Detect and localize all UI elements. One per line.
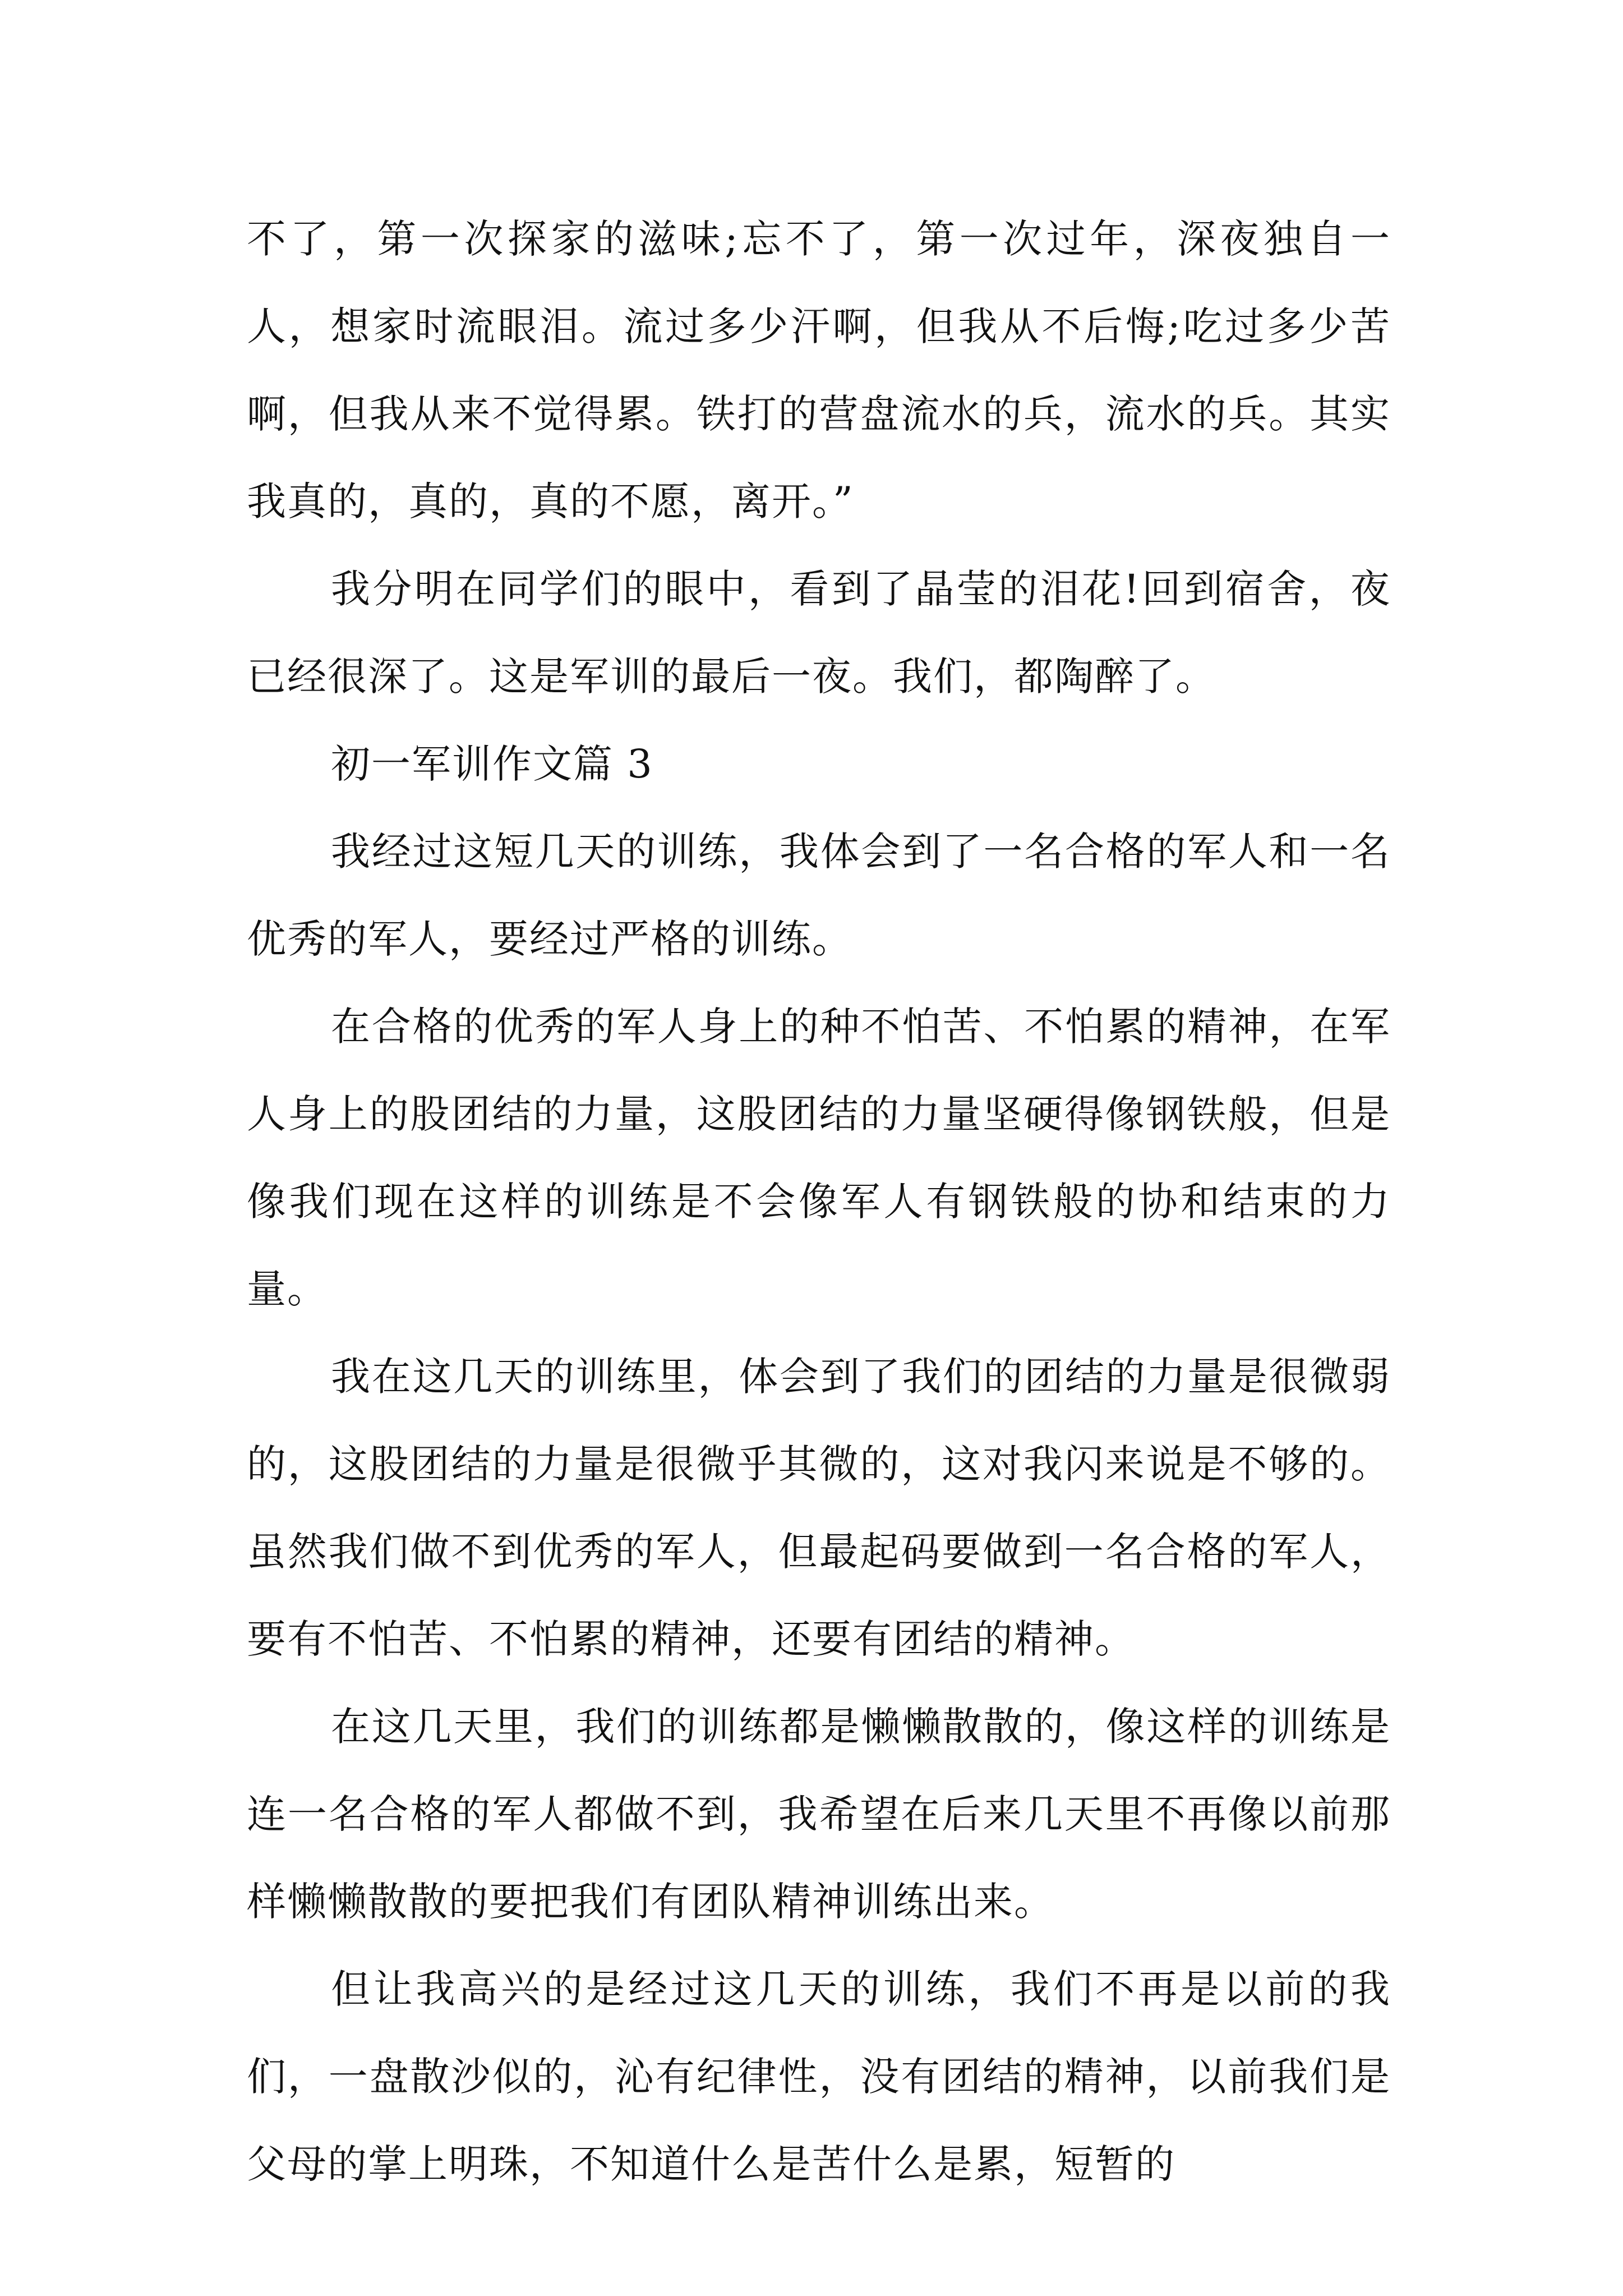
paragraph: 我分明在同学们的眼中，看到了晶莹的泪花!回到宿舍，夜已经很深了。这是军训的最后一夜。我们，都陶醉了。	[247, 566, 1391, 700]
paragraph: 在这几天里，我们的训练都是懒懒散散的，像这样的训练是连一名合格的军人都做不到，我希望在后来几天里不再像以前那样懒懒散散的要把我们有团队精神训练出来。	[247, 1704, 1391, 1925]
section-heading: 初一军训作文篇 3	[331, 741, 653, 787]
document-body	[247, 195, 1391, 2208]
paragraph-continuation: 不了，第一次探家的滋味;忘不了，第一次过年，深夜独自一人，想家时流眼泪。流过多少汗啊，但我从不后悔;吃过多少苦啊，但我从来不觉得累。铁打的营盘流水的兵，流水的兵。其实我真的，真的，真的不愿，离开。”	[247, 216, 1391, 524]
paragraph: 我在这几天的训练里，体会到了我们的团结的力量是很微弱的，这股团结的力量是很微乎其微的，这对我闪来说是不够的。虽然我们做不到优秀的军人，但最起码要做到一名合格的军人，要有不怕苦、不怕累的精神，还要有团结的精神。	[247, 1354, 1391, 1662]
paragraph: 在合格的优秀的军人身上的种不怕苦、不怕累的精神，在军人身上的股团结的力量，这股团结的力量坚硬得像钢铁般，但是像我们现在这样的训练是不会像军人有钢铁般的协和结束的力量。	[247, 1004, 1391, 1312]
paragraph: 但让我高兴的是经过这几天的训练，我们不再是以前的我们，一盘散沙似的，沁有纪律性，没有团结的精神，以前我们是父母的掌上明珠，不知道什么是苦什么是累，短暂的	[247, 1966, 1391, 2187]
paragraph: 我经过这短几天的训练，我体会到了一名合格的军人和一名优秀的军人，要经过严格的训练。	[247, 829, 1391, 962]
